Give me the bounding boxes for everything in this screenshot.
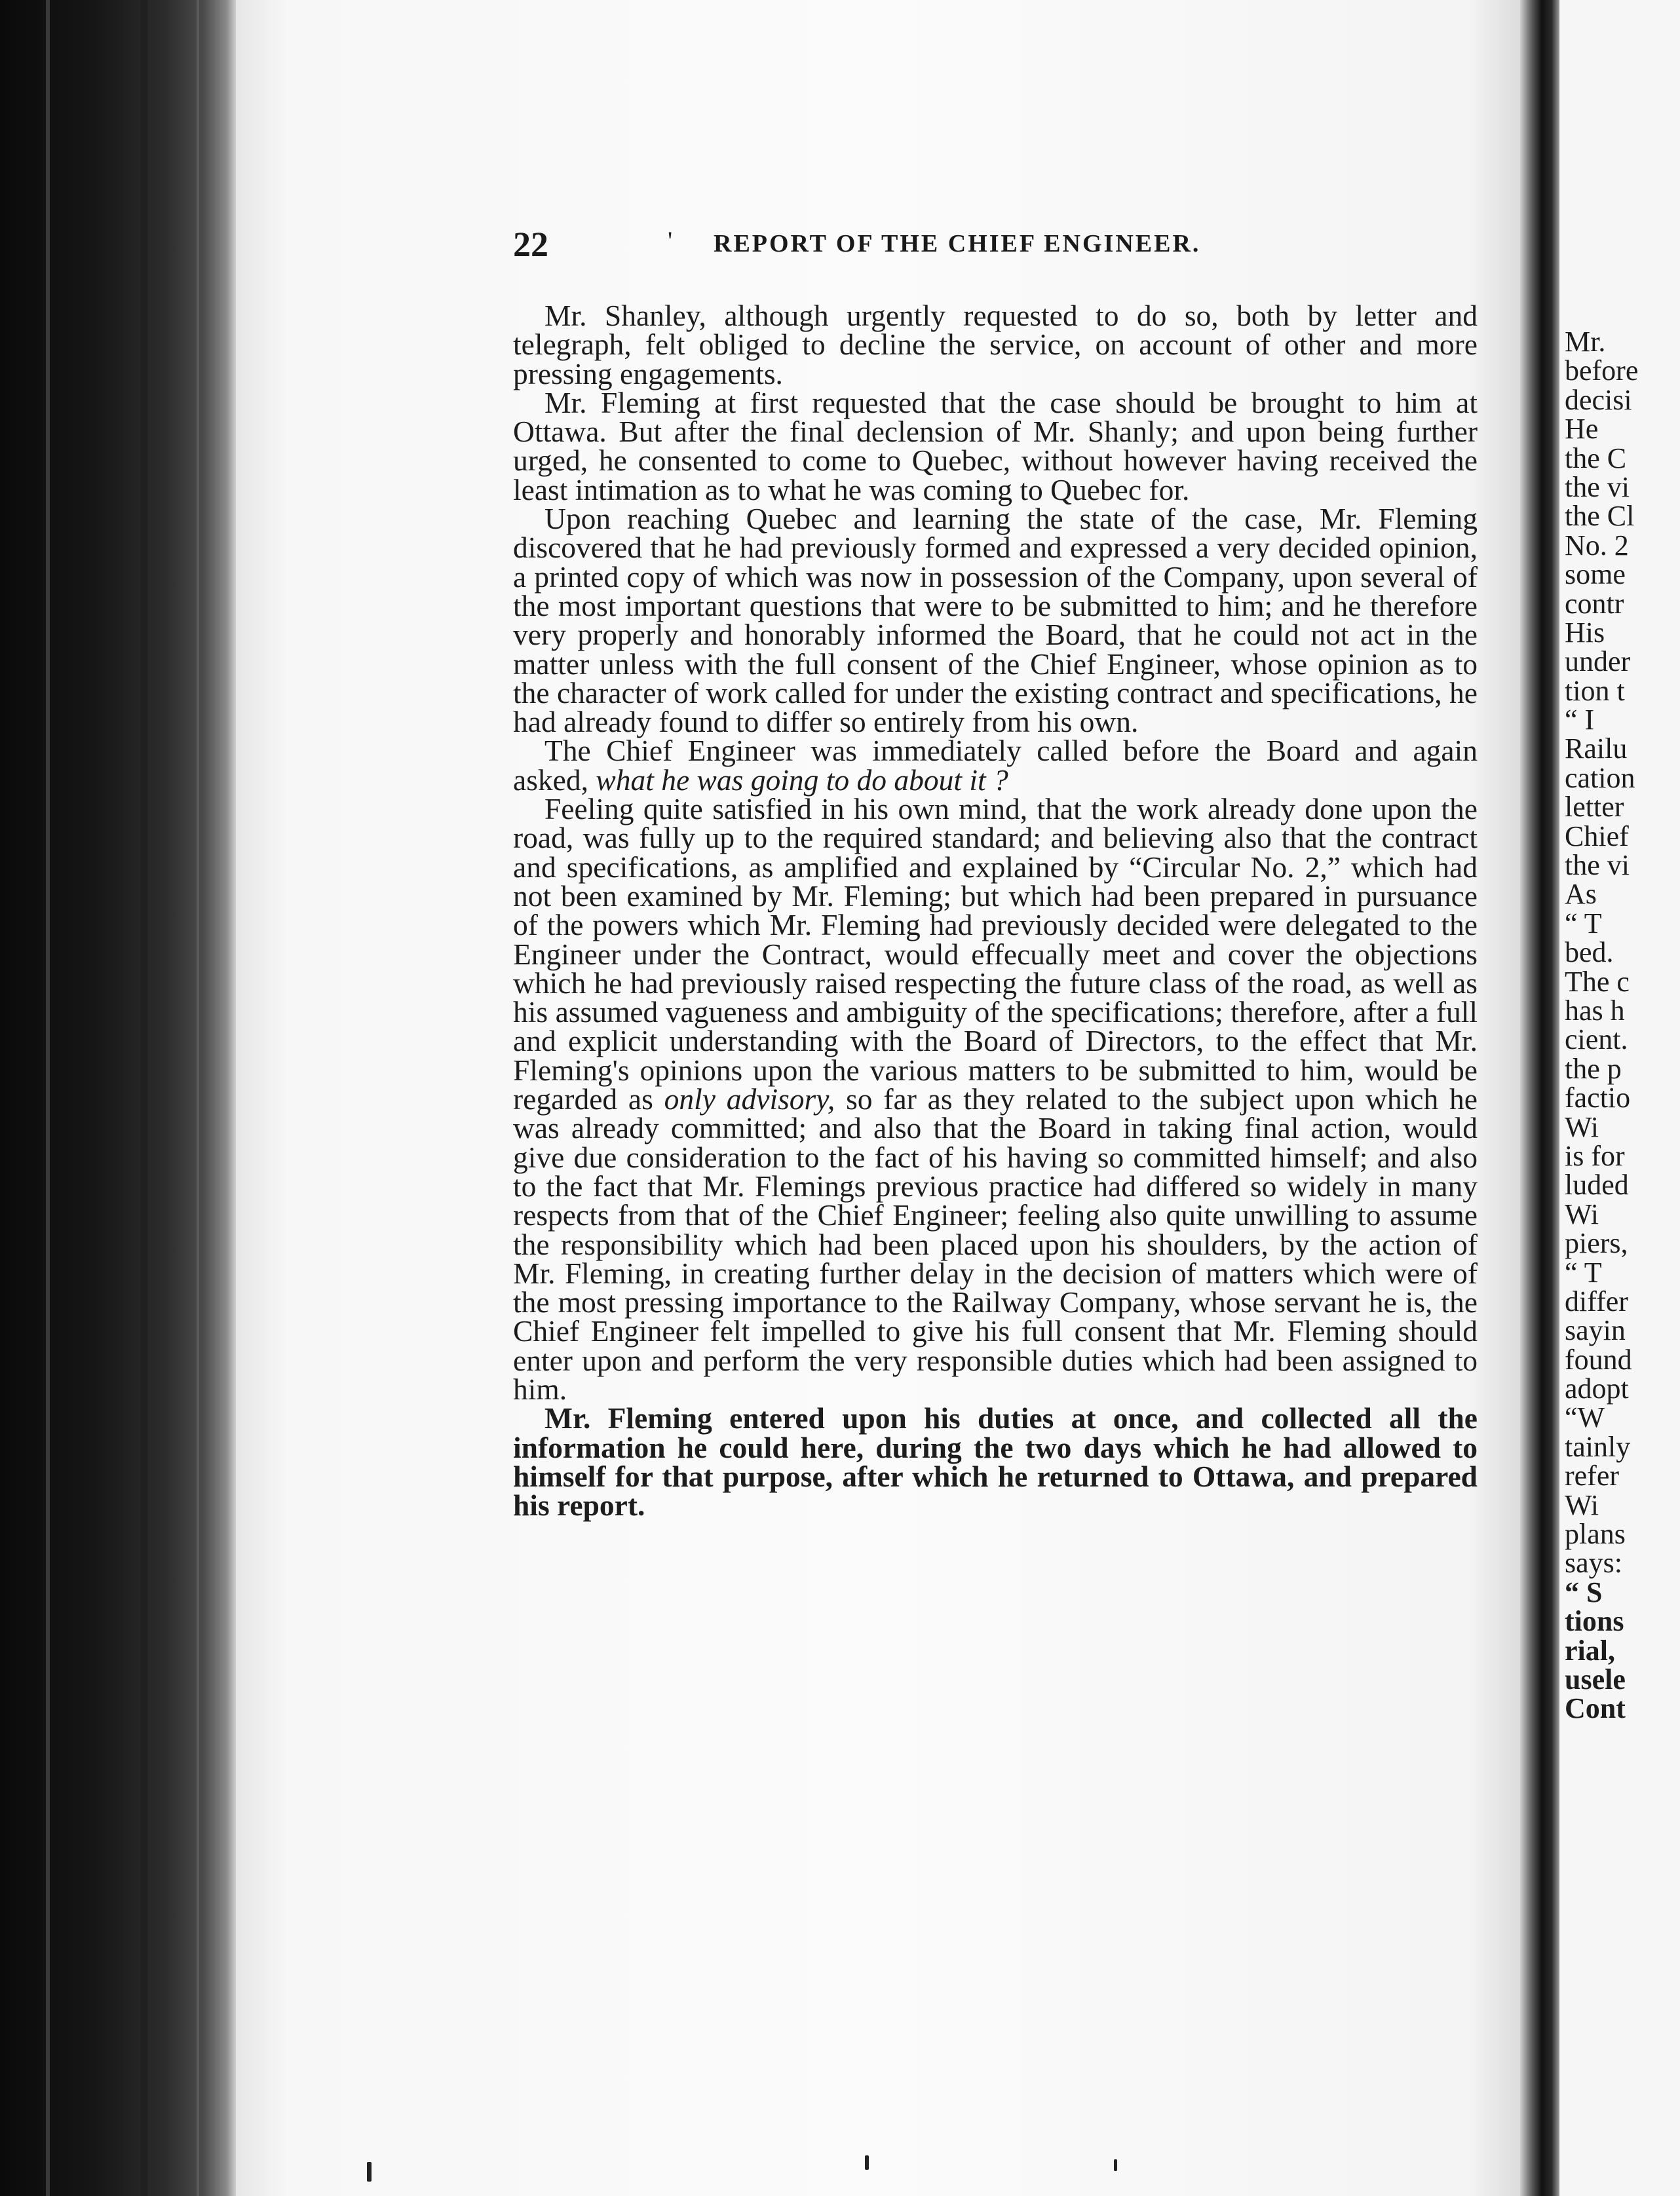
facing-page-line: Chief [1565, 820, 1629, 852]
facing-page-line: sayin [1565, 1314, 1626, 1347]
facing-page-line: the vi [1565, 470, 1630, 503]
paragraph-italic-text: what he was going to do about it ? [596, 763, 1008, 797]
scan-speck [367, 2162, 372, 2182]
facing-page-line: “ T [1565, 1256, 1602, 1289]
facing-page-line: “ I [1565, 704, 1595, 736]
facing-page-line: decisi [1565, 383, 1632, 416]
facing-page-line: found [1565, 1343, 1632, 1376]
facing-page-line: the vi [1565, 849, 1630, 882]
facing-page-line: Mr. [1565, 326, 1606, 358]
paragraph-text: so far as they related to the subject upon which he was already committed; and also that the Board in taking final action, would give due consideration to the fact of his having so committed himself; and also to the fact that Mr. Flemings previous practice had differed so widely in many respects from that of the Chief Engineer; feeling also quite unwilling to assume the responsibility which had been placed upon his shoulders, by the action of Mr. Fleming, in creating further delay in the decision of matters which were of the most pressing importance to the Railway Company, whose servant he is, the Chief Engineer felt impelled to give his full consent that Mr. Fleming should enter upon and perform the very responsible duties which had been assigned to him. [513, 1082, 1478, 1406]
body-text [513, 299, 1478, 1523]
page-number: 22 [513, 225, 548, 264]
facing-page-line: tainly [1565, 1430, 1631, 1463]
facing-page-line: Railu [1565, 732, 1628, 765]
facing-page-line: factio [1565, 1082, 1631, 1114]
scan-speck [1114, 2159, 1117, 2171]
facing-page-line: cient. [1565, 1023, 1628, 1056]
scan-speck [865, 2155, 869, 2170]
facing-page-line: adopt [1565, 1372, 1629, 1405]
facing-page-line: letter [1565, 791, 1624, 824]
binding-streak [46, 0, 50, 2196]
paragraph-text: The Chief Engineer was immediately called before the Board and again asked, [513, 734, 1478, 797]
book-binding [0, 0, 236, 2196]
binding-streak [141, 0, 147, 2196]
header-mark: ' [668, 226, 673, 256]
facing-page-line: has h [1565, 994, 1625, 1027]
facing-page-line: some [1565, 558, 1626, 591]
page-header [513, 224, 1306, 270]
facing-page-line: “ T [1565, 907, 1602, 939]
facing-page-line: the C [1565, 442, 1627, 474]
facing-page-line: contr [1565, 587, 1624, 620]
facing-page-line: before [1565, 354, 1639, 387]
facing-page-line: differ [1565, 1285, 1628, 1317]
paragraph: Upon reaching Quebec and learning the state of the case, Mr. Fleming discovered that he had previously formed and expressed a very decided opinion, a printed copy of which was now in possession of the Company, upon several of the most important questions that were to be submitted to him; and he therefore very properly and honorably informed the Board, that he could not act in the matter unless with the full consent of the Chief Engineer, whose opinion as to the character of work called for under the existing contract and specifications, he had already found to differ so entirely from his own. [513, 502, 1478, 739]
paragraph-italic-text: only advisory, [664, 1082, 835, 1116]
facing-page-line: bed. [1565, 936, 1614, 969]
paragraph: Mr. Fleming entered upon his duties at once, and collected all the information he could here, during the two days which he had allowed to himself for that purpose, after which he returned to Ottawa, and prepared his report. [513, 1401, 1478, 1523]
facing-page-line: His [1565, 616, 1605, 649]
facing-page-line: rial, [1565, 1634, 1615, 1667]
facing-page-line: says: [1565, 1547, 1622, 1580]
facing-page-line: luded [1565, 1169, 1629, 1202]
paragraph: Mr. Fleming at first requested that the case should be brought to him at Ottawa. But after the final declension of Mr. Shanly; and upon being further urged, he consented to come to Quebec, without however having received the least intimation as to what he was coming to Quebec for. [513, 385, 1478, 506]
facing-page-line: usele [1565, 1663, 1626, 1695]
facing-page-line: tions [1565, 1605, 1624, 1638]
facing-page-line: Wi [1565, 1198, 1599, 1230]
facing-page-line: the p [1565, 1052, 1622, 1085]
facing-page-line: Wi [1565, 1488, 1599, 1521]
facing-page-line: cation [1565, 761, 1635, 794]
binding-streak [197, 0, 199, 2196]
facing-page-line: As [1565, 878, 1597, 911]
running-head: REPORT OF THE CHIEF ENGINEER. [714, 230, 1201, 257]
facing-page-line: No. 2 [1565, 529, 1629, 561]
facing-page-line: the Cl [1565, 500, 1635, 533]
facing-page-line: The c [1565, 965, 1630, 998]
facing-page-line: Wi [1565, 1110, 1599, 1143]
facing-page-text [1565, 328, 1680, 1724]
paragraph [513, 792, 1478, 1406]
facing-page-line: piers, [1565, 1227, 1628, 1260]
paragraph [513, 736, 1478, 795]
facing-page-line: He [1565, 413, 1599, 445]
paragraph: Mr. Shanley, although urgently requested to do so, both by letter and telegraph, felt obliged to decline the service, on account of other and more pressing engagements. [513, 299, 1478, 390]
page-spine [1520, 0, 1559, 2196]
facing-page-line: under [1565, 645, 1631, 678]
facing-page-line: is for [1565, 1139, 1625, 1172]
paragraph-text: Feeling quite satisfied in his own mind, that the work already done upon the road, was fully up to the required standard; and believing also that the contract and specifications, as amplified and explained by “Circular No. 2,” which had not been examined by Mr. Fleming; but which had been prepared in pursuance of the powers which Mr. Fleming had previously decided were delegated to the Engineer under the Contract, would effecually meet and cover the objections which he had previously raised respecting the future class of the road, as well as his assumed vagueness and ambiguity of the specifications; therefore, after a full and explicit understanding with the Board of Directors, to the effect that Mr. Fleming's opinions upon the various matters to be submitted to him, would be regarded as [513, 792, 1478, 1116]
facing-page-line: tion t [1565, 674, 1625, 707]
facing-page-line: refer [1565, 1460, 1620, 1492]
facing-page-line: “ S [1565, 1576, 1603, 1608]
facing-page-line: “W [1565, 1401, 1605, 1434]
facing-page-line: Cont [1565, 1692, 1626, 1725]
facing-page-line: plans [1565, 1518, 1626, 1551]
